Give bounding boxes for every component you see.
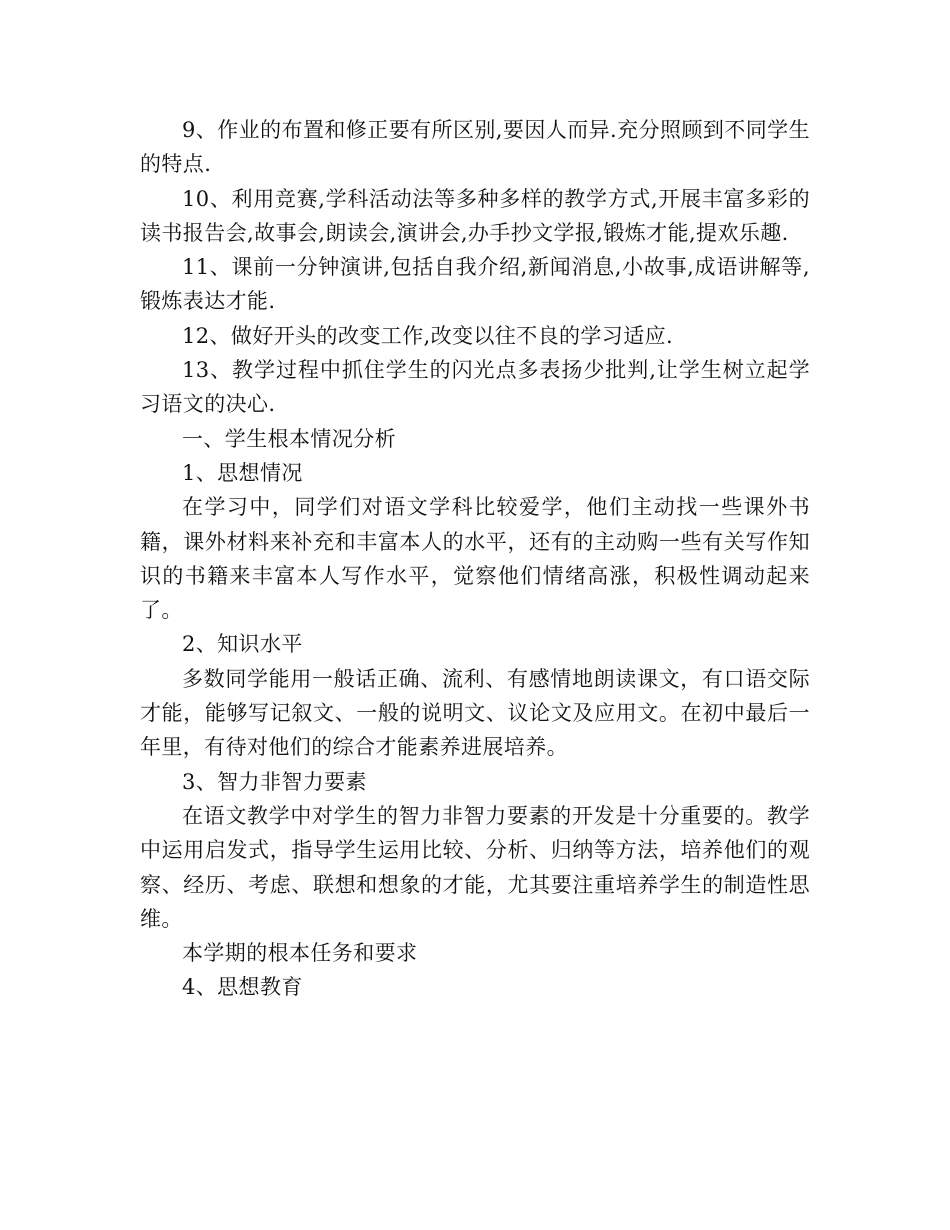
paragraph-thought-situation: 在学习中，同学们对语文学科比较爱学，他们主动找一些课外书籍，课外材料来补充和丰富本人的水平，还有的主动购一些有关写作知识的书籍来丰富本人写作水平，觉察他们情绪高涨，积极性调动起来了。 xyxy=(140,495,810,623)
paragraph-intelligence-factors: 在语文教学中对学生的智力非智力要素的开发是十分重要的。教学中运用启发式，指导学生运用比较、分析、归纳等方法，培养他们的观察、经历、考虑、联想和想象的才能，尤其要注重培养学生的制造性思维。 xyxy=(140,803,810,931)
paragraph-item-10: 10、利用竞赛,学科活动法等多种多样的教学方式,开展丰富多彩的读书报告会,故事会,朗读会,演讲会,办手抄文学报,锻炼才能,提欢乐趣. xyxy=(140,186,810,245)
subheading-intelligence-factors: 3、智力非智力要素 xyxy=(182,769,367,794)
subheading-ideological-education: 4、思想教育 xyxy=(182,975,303,1000)
subheading-knowledge-level: 2、知识水平 xyxy=(182,632,303,657)
paragraph-knowledge-level: 多数同学能用一般话正确、流利、有感情地朗读课文，有口语交际才能，能够写记叙文、一般的说明文、议论文及应用文。在初中最后一年里，有待对他们的综合才能素养进展培养。 xyxy=(140,666,810,760)
document-body xyxy=(140,113,810,1005)
section-heading-student-analysis: 一、学生根本情况分析 xyxy=(182,426,396,451)
section-heading-semester-tasks: 本学期的根本任务和要求 xyxy=(182,941,418,966)
paragraph-item-9: 9、作业的布置和修正要有所区别,要因人而异.充分照顾到不同学生的特点. xyxy=(140,118,810,177)
paragraph-item-12: 12、做好开头的改变工作,改变以往不良的学习适应. xyxy=(182,323,674,348)
paragraph-item-11: 11、课前一分钟演讲,包括自我介绍,新闻消息,小故事,成语讲解等,锻炼表达才能. xyxy=(140,255,810,314)
paragraph-item-13: 13、教学过程中抓住学生的闪光点多表扬少批判,让学生树立起学习语文的决心. xyxy=(140,358,810,417)
subheading-thought-situation: 1、思想情况 xyxy=(182,460,303,485)
